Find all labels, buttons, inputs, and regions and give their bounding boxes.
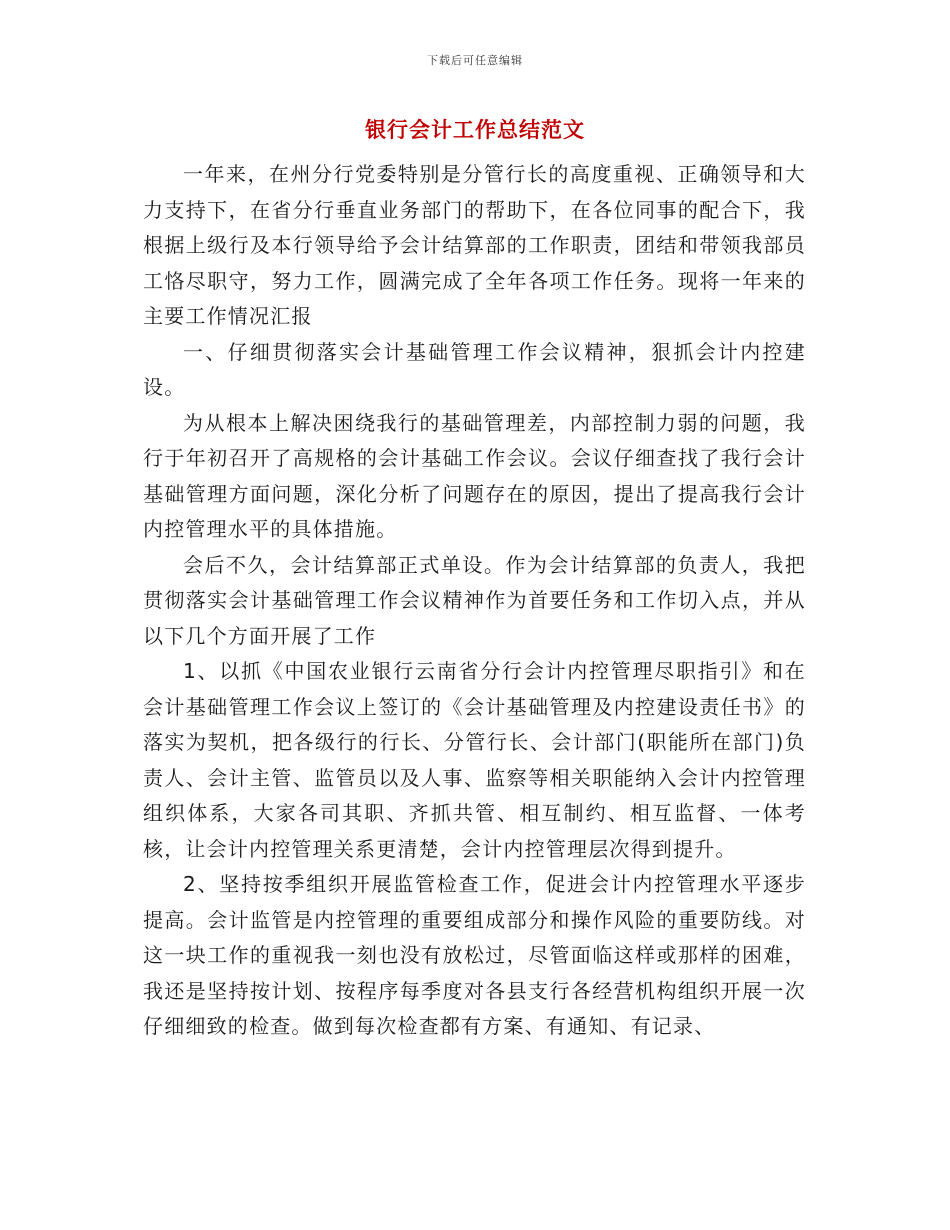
paragraph: 一年来，在州分行党委特别是分管行长的高度重视、正确领导和大力支持下，在省分行垂直业务部门的帮助下，在各位同事的配合下，我根据上级行及本行领导给予会计结算部的工作职责，团结和带领我部员工恪尽职守，努力工作，圆满完成了全年各项工作任务。现将一年来的主要工作情况汇报 [143, 162, 806, 328]
paragraph: 为从根本上解决困绕我行的基础管理差，内部控制力弱的问题，我行于年初召开了高规格的会计基础工作会议。会议仔细查找了我行会计基础管理方面问题，深化分析了问题存在的原因，提出了提高我行会计内控管理水平的具体措施。 [143, 410, 806, 541]
header-note: 下载后可任意编辑 [427, 54, 523, 67]
paragraph: 1、以抓《中国农业银行云南省分行会计内控管理尽职指引》和在会计基础管理工作会议上签订的《会计基础管理及内控建设责任书》的落实为契机，把各级行的行长、分管行长、会计部门(职能所在部门)负责人、会计主管、监管员以及人事、监察等相关职能纳入会计内控管理组织体系，大家各司其职、齐抓共管、相互制约、相互监督、一体考核，让会计内控管理关系更清楚，会计内控管理层次得到提升。 [143, 659, 806, 861]
document-body [143, 157, 806, 1045]
paragraph: 2、坚持按季组织开展监管检查工作，促进会计内控管理水平逐步提高。会计监管是内控管理的重要组成部分和操作风险的重要防线。对这一块工作的重视我一刻也没有放松过，尽管面临这样或那样的困难，我还是坚持按计划、按程序每季度对各县支行各经营机构组织开展一次仔细细致的检查。做到每次检查都有方案、有通知、有记录、 [143, 872, 806, 1038]
paragraph: 会后不久，会计结算部正式单设。作为会计结算部的负责人，我把贯彻落实会计基础管理工作会议精神作为首要任务和工作切入点，并从以下几个方面开展了工作 [143, 552, 806, 648]
paragraph: 一、仔细贯彻落实会计基础管理工作会议精神，狠抓会计内控建设。 [143, 339, 806, 399]
document-title: 银行会计工作总结范文 [365, 118, 585, 142]
